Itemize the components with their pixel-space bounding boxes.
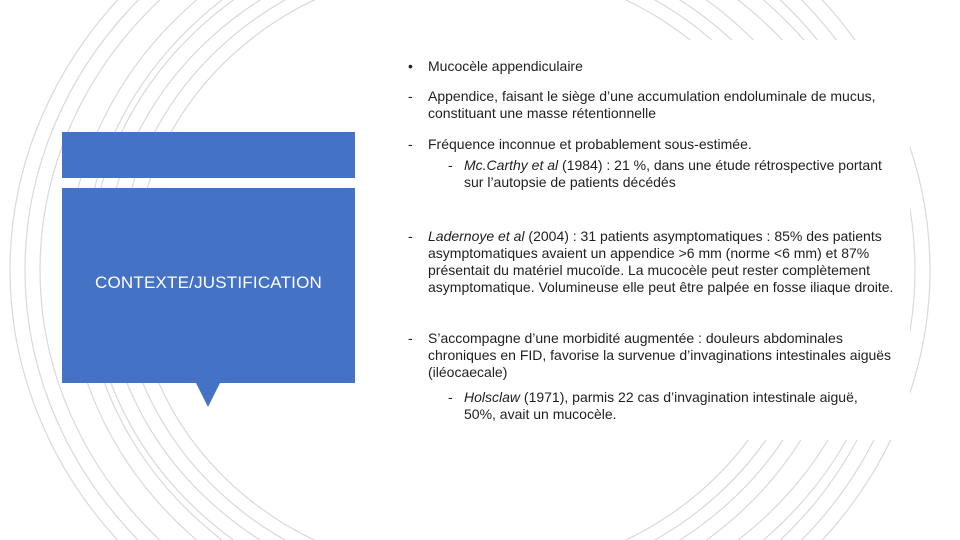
panel-pointer: [196, 383, 220, 407]
author-name: Mc.Carthy et al: [464, 157, 559, 173]
author-name: Holsclaw: [464, 389, 521, 405]
item-text: [464, 389, 884, 423]
item-detail: (1971), parmis 22 cas d’invagination intestinale aiguë, 50%, avait un mucocèle.: [464, 389, 858, 422]
item-text: S’accompagne d’une morbidité augmentée : douleurs abdominales chroniques en FID, favorise la survenue d’invaginations intestinales aiguës (iléocaecale): [428, 330, 892, 380]
item-text: Fréquence inconnue et probablement sous-estimée.: [428, 136, 752, 152]
dash-marker: -: [408, 330, 413, 346]
section-title: CONTEXTE/JUSTIFICATION: [95, 273, 322, 292]
item-detail: (1984) : 21 %, dans une étude rétrospective portant sur l’autopsie de patients décédés: [464, 157, 882, 190]
dash-marker: -: [448, 157, 453, 173]
bullet-dot: •: [408, 58, 413, 74]
item-text: [464, 157, 888, 191]
dash-marker: -: [408, 88, 413, 104]
dash-marker: -: [408, 228, 413, 244]
title-strip: [62, 132, 355, 178]
item-detail: (2004) : 31 patients asymptomatiques : 85% des patients asymptomatiques avaient un appendice >6 mm (norme <6 mm) et 87% présentait du matériel mucoïde. La mucocèle peut rester complètement asymptomatique. Volumineuse elle peut être palpée en fosse iliaque droite.: [428, 228, 894, 295]
item-text: Appendice, faisant le siège d’une accumulation endoluminale de mucus, constituant une masse rétentionnelle: [428, 88, 876, 121]
dash-marker: -: [448, 389, 453, 405]
dash-marker: -: [408, 136, 413, 152]
item-text: [428, 228, 894, 296]
author-name: Ladernoye et al: [428, 228, 525, 244]
main-heading: Mucocèle appendiculaire: [428, 58, 583, 74]
